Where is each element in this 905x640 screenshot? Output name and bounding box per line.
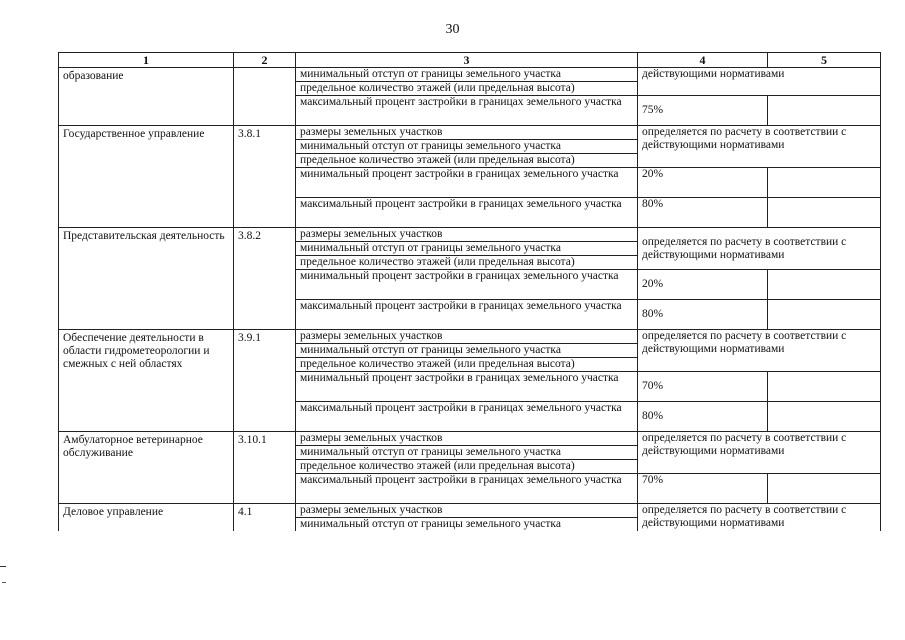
param-cell: максимальный процент застройки в границах земельного участка — [296, 402, 638, 432]
empty-cell — [768, 198, 881, 228]
value-cell: определяется по расчету в соответствии с действующими нормативами — [638, 228, 881, 270]
param-cell: максимальный процент застройки в границах земельного участка — [296, 198, 638, 228]
param-cell: предельное количество этажей (или предельная высота) — [296, 82, 638, 96]
use-name: Государственное управление — [59, 126, 234, 228]
param-cell: предельное количество этажей (или предельная высота) — [296, 460, 638, 474]
value-cell: определяется по расчету в соответствии с действующими нормативами — [638, 432, 881, 474]
table-header-row — [59, 53, 881, 68]
value-cell: 20% — [638, 168, 768, 198]
param-cell: минимальный отступ от границы земельного участка — [296, 518, 638, 532]
use-code: 3.9.1 — [234, 330, 296, 432]
param-cell: размеры земельных участков — [296, 228, 638, 242]
value-cell: определяется по расчету в соответствии с действующими нормативами — [638, 126, 881, 168]
col-header: 2 — [234, 53, 296, 68]
col-header: 4 — [638, 53, 768, 68]
param-cell: предельное количество этажей (или предельная высота) — [296, 256, 638, 270]
param-cell: предельное количество этажей (или предельная высота) — [296, 358, 638, 372]
param-cell: минимальный отступ от границы земельного участка — [296, 68, 638, 82]
col-header: 1 — [59, 53, 234, 68]
use-name: Деловое управление — [59, 504, 234, 532]
value-cell: 80% — [638, 402, 768, 432]
use-code — [234, 68, 296, 126]
param-cell: размеры земельных участков — [296, 504, 638, 518]
value-cell: 80% — [638, 198, 768, 228]
empty-cell — [768, 372, 881, 402]
param-cell: минимальный отступ от границы земельного участка — [296, 446, 638, 460]
margin-mark — [0, 566, 6, 567]
empty-cell — [768, 168, 881, 198]
use-name: Представительская деятельность — [59, 228, 234, 330]
use-name: Обеспечение деятельности в области гидрометеорологии и смежных с ней областях — [59, 330, 234, 432]
margin-mark — [2, 582, 6, 583]
empty-cell — [768, 474, 881, 504]
param-cell: минимальный процент застройки в границах земельного участка — [296, 372, 638, 402]
page-number: 30 — [445, 22, 460, 37]
param-cell: максимальный процент застройки в границах земельного участка — [296, 474, 638, 504]
param-cell: максимальный процент застройки в границах земельного участка — [296, 96, 638, 126]
value-cell: определяется по расчету в соответствии с действующими нормативами — [638, 330, 881, 372]
use-name: Амбулаторное ветеринарное обслуживание — [59, 432, 234, 504]
empty-cell — [768, 270, 881, 300]
value-cell: 75% — [638, 96, 768, 126]
use-code: 4.1 — [234, 504, 296, 532]
value-cell: определяется по расчету в соответствии с действующими нормативами — [638, 504, 881, 532]
param-cell: размеры земельных участков — [296, 126, 638, 140]
use-code: 3.10.1 — [234, 432, 296, 504]
use-name: образование — [59, 68, 234, 126]
col-header: 3 — [296, 53, 638, 68]
value-cell: 20% — [638, 270, 768, 300]
param-cell: минимальный отступ от границы земельного участка — [296, 344, 638, 358]
value-cell: 70% — [638, 372, 768, 402]
empty-cell — [768, 96, 881, 126]
param-cell: минимальный процент застройки в границах земельного участка — [296, 168, 638, 198]
param-cell: минимальный отступ от границы земельного участка — [296, 140, 638, 154]
empty-cell — [768, 402, 881, 432]
param-cell: предельное количество этажей (или предельная высота) — [296, 154, 638, 168]
param-cell: размеры земельных участков — [296, 432, 638, 446]
regulations-table — [58, 52, 881, 531]
param-cell: максимальный процент застройки в границах земельного участка — [296, 300, 638, 330]
use-code: 3.8.2 — [234, 228, 296, 330]
param-cell: размеры земельных участков — [296, 330, 638, 344]
empty-cell — [768, 300, 881, 330]
value-cell: 70% — [638, 474, 768, 504]
param-cell: минимальный процент застройки в границах земельного участка — [296, 270, 638, 300]
value-cell: действующими нормативами — [638, 68, 881, 96]
param-cell: минимальный отступ от границы земельного участка — [296, 242, 638, 256]
use-code: 3.8.1 — [234, 126, 296, 228]
value-cell: 80% — [638, 300, 768, 330]
col-header: 5 — [768, 53, 881, 68]
